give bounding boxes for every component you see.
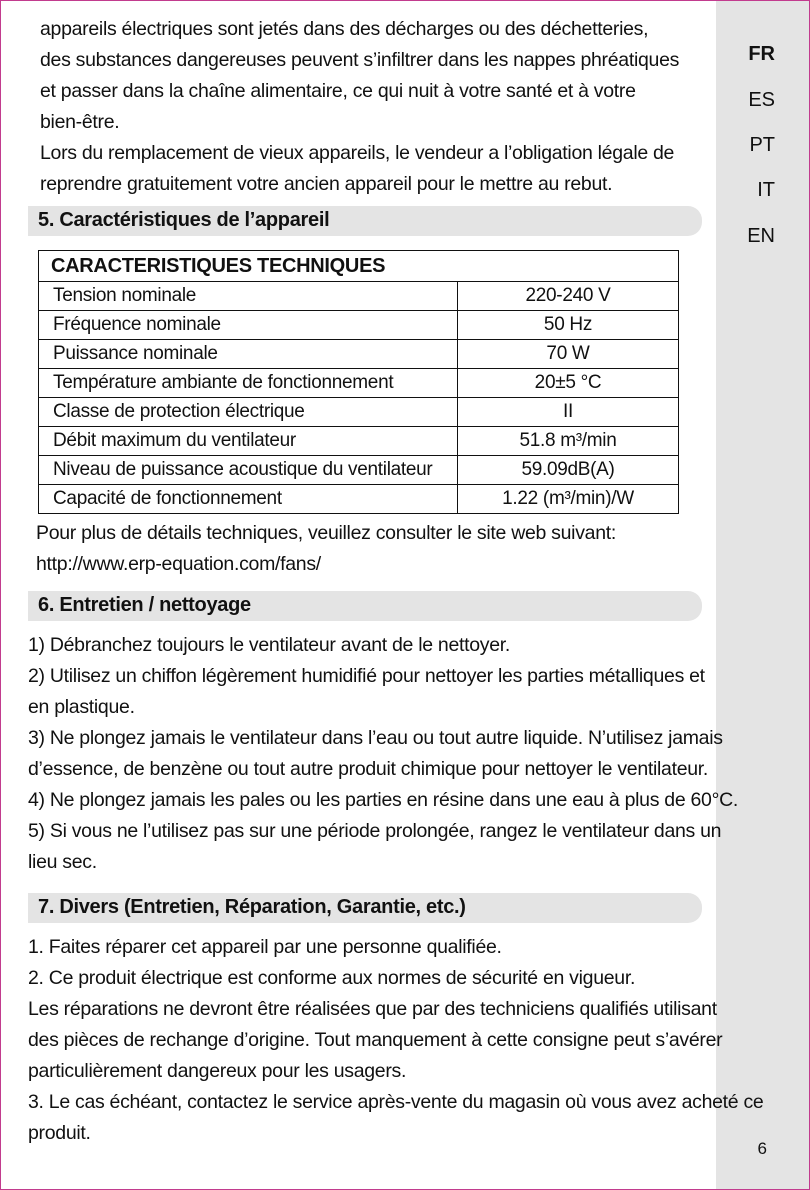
spec-label: Classe de protection électrique [39, 398, 458, 427]
lang-tab-it[interactable]: IT [757, 179, 775, 201]
text-line: en plastique. [28, 696, 135, 718]
spec-value: 70 W [458, 340, 679, 369]
text-line: 3) Ne plongez jamais le ventilateur dans l’eau ou tout autre liquide. N’utilisez jamais [28, 727, 723, 749]
table-row [39, 456, 679, 485]
text-line: bien-être. [40, 111, 120, 133]
section-6-heading [28, 591, 702, 621]
spec-label: Niveau de puissance acoustique du ventilateur [39, 456, 458, 485]
text-line: appareils électriques sont jetés dans des décharges ou des déchetteries, [40, 18, 649, 40]
spec-label: Puissance nominale [39, 340, 458, 369]
text-line: lieu sec. [28, 851, 97, 873]
section-title: 7. Divers (Entretien, Réparation, Garantie, etc.) [38, 896, 466, 918]
table-row [39, 340, 679, 369]
lang-tab-pt[interactable]: PT [749, 134, 775, 156]
text-line: 5) Si vous ne l’utilisez pas sur une période prolongée, rangez le ventilateur dans un [28, 820, 722, 842]
section-7-heading [28, 893, 702, 923]
spec-value: II [458, 398, 679, 427]
text-line: 3. Le cas échéant, contactez le service après-vente du magasin où vous avez acheté ce [28, 1091, 764, 1113]
spec-label: Tension nominale [39, 282, 458, 311]
spec-label: Capacité de fonctionnement [39, 485, 458, 514]
section-title: 6. Entretien / nettoyage [38, 594, 251, 616]
technical-details-note [36, 518, 616, 580]
text-line: produit. [28, 1122, 91, 1144]
lang-tab-es[interactable]: ES [748, 89, 775, 111]
spec-label: Débit maximum du ventilateur [39, 427, 458, 456]
spec-label: Fréquence nominale [39, 311, 458, 340]
miscellaneous-instructions [28, 932, 763, 1149]
table-row [39, 282, 679, 311]
intro-paragraph [40, 14, 679, 200]
website-link[interactable]: http://www.erp-equation.com/fans/ [36, 553, 321, 575]
spec-label: Température ambiante de fonctionnement [39, 369, 458, 398]
spec-value: 220-240 V [458, 282, 679, 311]
text-line: Lors du remplacement de vieux appareils, le vendeur a l’obligation légale de [40, 142, 675, 164]
spec-value: 20±5 °C [458, 369, 679, 398]
text-line: des pièces de rechange d’origine. Tout manquement à cette consigne peut s’avérer [28, 1029, 723, 1051]
lang-tab-fr[interactable]: FR [748, 43, 775, 65]
text-line: des substances dangereuses peuvent s’infiltrer dans les nappes phréatiques [40, 49, 680, 71]
text-line: particulièrement dangereux pour les usagers. [28, 1060, 407, 1082]
text-line: 1. Faites réparer cet appareil par une personne qualifiée. [28, 936, 502, 958]
section-title: 5. Caractéristiques de l’appareil [38, 209, 330, 231]
maintenance-instructions [28, 630, 738, 878]
text-line: et passer dans la chaîne alimentaire, ce qui nuit à votre santé et à votre [40, 80, 636, 102]
table-row [39, 369, 679, 398]
text-line: 4) Ne plongez jamais les pales ou les parties en résine dans une eau à plus de 60°C. [28, 789, 738, 811]
spec-value: 1.22 (m³/min)/W [458, 485, 679, 514]
table-row [39, 311, 679, 340]
text-line: 2. Ce produit électrique est conforme aux normes de sécurité en vigueur. [28, 967, 636, 989]
lang-tab-en[interactable]: EN [747, 225, 775, 247]
specifications-table [38, 250, 679, 514]
text-line: reprendre gratuitement votre ancien appareil pour le mettre au rebut. [40, 173, 613, 195]
table-header-row [39, 251, 679, 282]
spec-value: 51.8 m³/min [458, 427, 679, 456]
table-row [39, 398, 679, 427]
page-number: 6 [757, 1139, 767, 1158]
spec-value: 59.09dB(A) [458, 456, 679, 485]
table-row [39, 427, 679, 456]
text-line: Pour plus de détails techniques, veuillez consulter le site web suivant: [36, 522, 616, 544]
section-5-heading [28, 206, 702, 236]
table-row [39, 485, 679, 514]
text-line: 1) Débranchez toujours le ventilateur avant de le nettoyer. [28, 634, 511, 656]
text-line: 2) Utilisez un chiffon légèrement humidifié pour nettoyer les parties métalliques et [28, 665, 705, 687]
text-line: d’essence, de benzène ou tout autre produit chimique pour nettoyer le ventilateur. [28, 758, 709, 780]
table-header: CARACTERISTIQUES TECHNIQUES [39, 251, 679, 282]
text-line: Les réparations ne devront être réalisées que par des techniciens qualifiés utilisant [28, 998, 717, 1020]
spec-value: 50 Hz [458, 311, 679, 340]
